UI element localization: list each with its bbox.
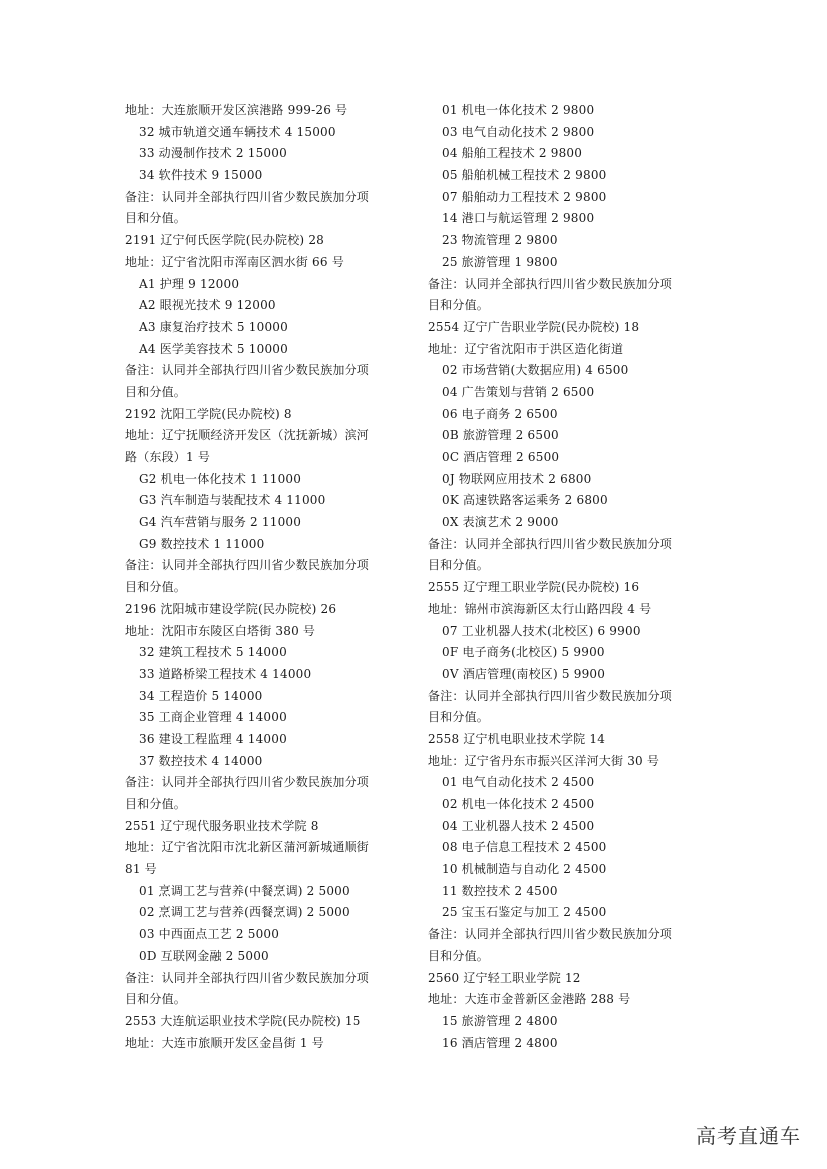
- major-line: 03 中西面点工艺 2 5000: [139, 927, 280, 942]
- text-line: 备注：认同并全部执行四川省少数民族加分项: [428, 276, 673, 291]
- text-line: 目和分值。: [428, 710, 490, 725]
- text-line: 备注：认同并全部执行四川省少数民族加分项: [125, 775, 370, 790]
- major-line: 07 工业机器人技术(北校区) 6 9900: [442, 623, 641, 638]
- text-line: 地址：辽宁抚顺经济开发区（沈抚新城）滨河: [125, 428, 370, 443]
- major-line: 36 建设工程监理 4 14000: [139, 731, 287, 746]
- major-line: 01 烹调工艺与营养(中餐烹调) 2 5000: [139, 883, 350, 898]
- major-line: 04 广告策划与营销 2 6500: [442, 384, 595, 399]
- text-line: 2553 大连航运职业技术学院(民办院校) 15: [125, 1013, 361, 1028]
- major-line: 0V 酒店管理(南校区) 5 9900: [442, 666, 606, 681]
- text-line: 目和分值。: [428, 948, 490, 963]
- left-column: [125, 100, 410, 1054]
- major-line: 0K 高速铁路客运乘务 2 6800: [442, 493, 608, 508]
- text-line: 目和分值。: [125, 797, 187, 811]
- text-line: 路（东段）1 号: [125, 450, 211, 464]
- text-line: 地址：辽宁省丹东市振兴区洋河大街 30 号: [428, 753, 660, 768]
- major-line: 07 船舶动力工程技术 2 9800: [442, 189, 607, 204]
- text-line: 备注：认同并全部执行四川省少数民族加分项: [125, 558, 370, 573]
- major-line: 23 物流管理 2 9800: [442, 233, 558, 248]
- major-line: 33 动漫制作技术 2 15000: [139, 146, 287, 161]
- major-line: 0C 酒店管理 2 6500: [442, 450, 560, 464]
- text-line: 地址：辽宁省沈阳市沈北新区蒲河新城通顺街: [125, 840, 370, 855]
- text-line: 备注：认同并全部执行四川省少数民族加分项: [428, 927, 673, 942]
- major-line: 0D 互联网金融 2 5000: [139, 948, 269, 963]
- text-line: 2192 沈阳工学院(民办院校) 8: [125, 406, 292, 421]
- text-line: 地址：大连旅顺开发区滨港路 999-26 号: [125, 103, 348, 117]
- watermark: 高考直通车: [696, 1124, 801, 1148]
- major-line: G3 汽车制造与装配技术 4 11000: [139, 493, 326, 508]
- major-line: A4 医学美容技术 5 10000: [139, 341, 288, 356]
- major-line: 32 城市轨道交通车辆技术 4 15000: [139, 124, 336, 139]
- major-line: 14 港口与航运管理 2 9800: [442, 211, 595, 226]
- text-line: 地址：锦州市滨海新区太行山路四段 4 号: [428, 601, 652, 616]
- text-line: 目和分值。: [125, 211, 187, 226]
- text-line: 2554 辽宁广告职业学院(民办院校) 18: [428, 319, 640, 334]
- text-line: 目和分值。: [125, 992, 187, 1007]
- major-line: A3 康复治疗技术 5 10000: [139, 319, 288, 334]
- major-line: 06 电子商务 2 6500: [442, 406, 558, 421]
- major-line: 25 旅游管理 1 9800: [442, 254, 558, 269]
- text-line: 备注：认同并全部执行四川省少数民族加分项: [125, 363, 370, 378]
- major-line: 0X 表演艺术 2 9000: [442, 515, 559, 530]
- text-line: 2555 辽宁理工职业学院(民办院校) 16: [428, 580, 640, 595]
- text-line: 2558 辽宁机电职业技术学院 14: [428, 731, 606, 746]
- text-line: 地址：沈阳市东陵区白塔街 380 号: [125, 623, 316, 638]
- text-line: 地址：大连市金普新区金港路 288 号: [428, 992, 631, 1007]
- major-line: 0J 物联网应用技术 2 6800: [442, 471, 592, 486]
- major-line: 11 数控技术 2 4500: [442, 883, 558, 898]
- text-line: 备注：认同并全部执行四川省少数民族加分项: [125, 189, 370, 204]
- text-line: 地址：辽宁省沈阳市浑南区泗水街 66 号: [125, 254, 344, 269]
- major-line: G9 数控技术 1 11000: [139, 536, 265, 551]
- text-line: 备注：认同并全部执行四川省少数民族加分项: [428, 688, 673, 703]
- major-line: A2 眼视光技术 9 12000: [139, 298, 276, 313]
- major-line: 33 道路桥梁工程技术 4 14000: [139, 666, 312, 681]
- major-line: 03 电气自动化技术 2 9800: [442, 124, 595, 139]
- major-line: 02 烹调工艺与营养(西餐烹调) 2 5000: [139, 905, 350, 920]
- text-line: 2560 辽宁轻工职业学院 12: [428, 970, 581, 985]
- major-line: 02 机电一体化技术 2 4500: [442, 797, 595, 811]
- major-line: 32 建筑工程技术 5 14000: [139, 645, 287, 660]
- major-line: 04 船舶工程技术 2 9800: [442, 146, 583, 161]
- major-line: 04 工业机器人技术 2 4500: [442, 818, 595, 833]
- major-line: 37 数控技术 4 14000: [139, 753, 263, 768]
- major-line: 02 市场营销(大数据应用) 4 6500: [442, 363, 629, 378]
- text-line: 2551 辽宁现代服务职业技术学院 8: [125, 818, 319, 833]
- text-line: 目和分值。: [428, 298, 490, 313]
- major-line: 08 电子信息工程技术 2 4500: [442, 840, 607, 855]
- text-line: 目和分值。: [428, 558, 490, 573]
- major-line: 0F 电子商务(北校区) 5 9900: [442, 645, 605, 660]
- text-line: 目和分值。: [125, 384, 187, 399]
- right-column: [428, 100, 713, 1054]
- text-line: 地址：辽宁省沈阳市于洪区造化街道: [428, 341, 624, 356]
- text-line: 地址：大连市旅顺开发区金昌街 1 号: [125, 1035, 324, 1050]
- text-line: 2196 沈阳城市建设学院(民办院校) 26: [125, 601, 337, 616]
- major-line: 34 软件技术 9 15000: [139, 168, 263, 183]
- text-line: 81 号: [125, 862, 157, 877]
- text-line: 备注：认同并全部执行四川省少数民族加分项: [428, 536, 673, 551]
- major-line: G2 机电一体化技术 1 11000: [139, 471, 302, 486]
- major-line: 34 工程造价 5 14000: [139, 688, 263, 703]
- text-line: 2191 辽宁何氏医学院(民办院校) 28: [125, 233, 325, 248]
- major-line: 16 酒店管理 2 4800: [442, 1035, 558, 1050]
- major-line: G4 汽车营销与服务 2 11000: [139, 515, 302, 530]
- major-line: 05 船舶机械工程技术 2 9800: [442, 168, 607, 183]
- major-line: 10 机械制造与自动化 2 4500: [442, 862, 607, 877]
- major-line: 25 宝玉石鉴定与加工 2 4500: [442, 905, 607, 920]
- major-line: 35 工商企业管理 4 14000: [139, 710, 287, 725]
- major-line: 01 电气自动化技术 2 4500: [442, 775, 595, 790]
- text-line: 备注：认同并全部执行四川省少数民族加分项: [125, 970, 370, 985]
- major-line: 15 旅游管理 2 4800: [442, 1013, 558, 1028]
- major-line: A1 护理 9 12000: [139, 276, 240, 291]
- major-line: 0B 旅游管理 2 6500: [442, 428, 559, 443]
- text-line: 目和分值。: [125, 580, 187, 595]
- major-line: 01 机电一体化技术 2 9800: [442, 103, 595, 117]
